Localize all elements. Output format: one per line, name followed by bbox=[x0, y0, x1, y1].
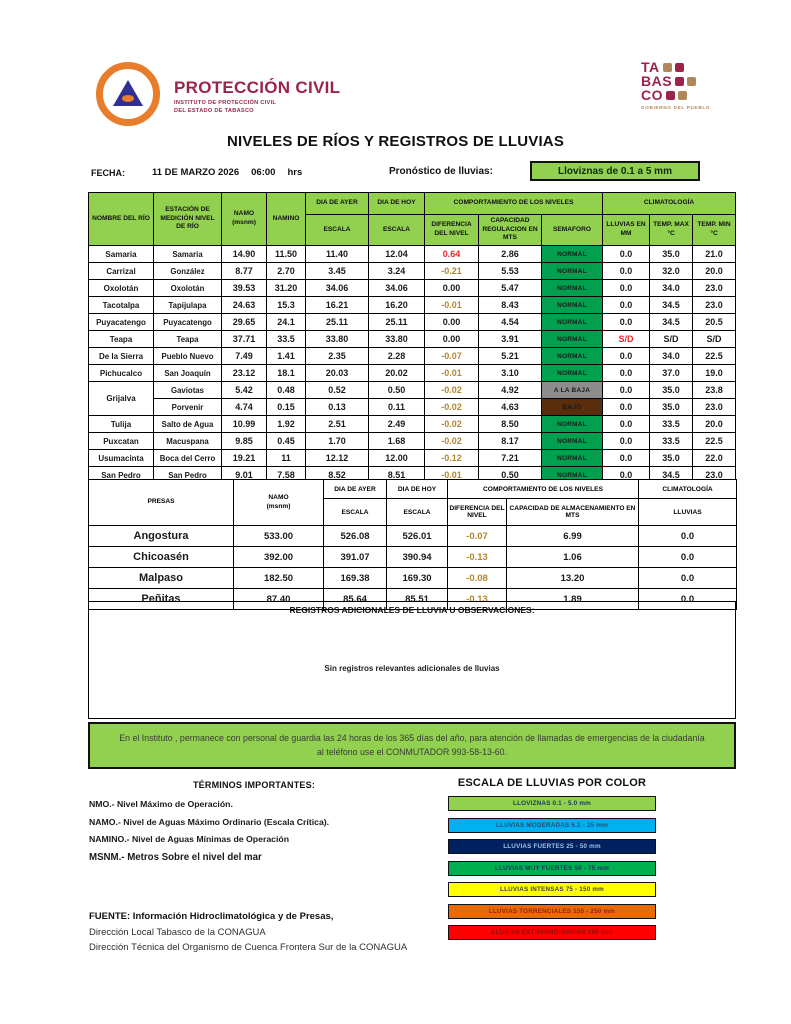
river-name-cell: Pichucalco bbox=[89, 365, 154, 382]
namo-label: NAMO bbox=[268, 494, 289, 502]
river-name-cell: Puyacatengo bbox=[89, 314, 154, 331]
date-label: FECHA: bbox=[91, 168, 125, 178]
yesterday-scale-cell: 16.21 bbox=[306, 297, 369, 314]
level-difference-cell: -0.07 bbox=[425, 348, 479, 365]
col-temp-min: TEMP. MIN °C bbox=[693, 215, 736, 246]
river-row bbox=[89, 382, 736, 399]
yesterday-scale-cell: 1.70 bbox=[306, 433, 369, 450]
forecast-label: Pronóstico de lluvias: bbox=[389, 166, 493, 177]
dams-header-group-row bbox=[89, 480, 737, 499]
river-name-cell: San Pedro bbox=[89, 467, 154, 484]
col-dams-climatology-group: CLIMATOLOGÍA bbox=[639, 480, 737, 499]
temp-min-cell: 20.0 bbox=[693, 263, 736, 280]
tabasco-glyph-icon bbox=[687, 77, 696, 86]
temp-max-cell: 34.0 bbox=[650, 348, 693, 365]
namo-cell: 29.65 bbox=[222, 314, 267, 331]
namo-units: (msnm) bbox=[266, 502, 291, 510]
dam-rain-cell: 0.0 bbox=[639, 547, 737, 568]
river-row bbox=[89, 331, 736, 348]
source-line-2: Dirección Local Tabasco de la CONAGUA bbox=[89, 927, 266, 938]
station-cell: Samaria bbox=[154, 246, 222, 263]
term-definition: NMO.- Nivel Máximo de Operación. bbox=[89, 799, 233, 809]
river-row bbox=[89, 450, 736, 467]
temp-min-cell: 23.8 bbox=[693, 382, 736, 399]
date-text: 11 DE MARZO 2026 bbox=[152, 167, 240, 178]
dam-difference-cell: -0.07 bbox=[448, 526, 507, 547]
org-name: PROTECCIÓN CIVIL bbox=[174, 78, 341, 97]
dam-namo-cell: 182.50 bbox=[234, 568, 324, 589]
rain-mm-cell: 0.0 bbox=[603, 297, 650, 314]
level-difference-cell: -0.02 bbox=[425, 382, 479, 399]
yesterday-scale-cell: 20.03 bbox=[306, 365, 369, 382]
today-scale-cell: 0.50 bbox=[369, 382, 425, 399]
rain-scale-bar: LLUVIAS MUY FUERTES 50 - 75 mm bbox=[448, 861, 656, 876]
temp-max-cell: 34.5 bbox=[650, 314, 693, 331]
river-row bbox=[89, 280, 736, 297]
tabasco-glyph-icon bbox=[678, 91, 687, 100]
station-cell: Puyacatengo bbox=[154, 314, 222, 331]
station-cell: Teapa bbox=[154, 331, 222, 348]
rain-mm-cell: 0.0 bbox=[603, 382, 650, 399]
dam-rain-cell: 0.0 bbox=[639, 568, 737, 589]
dam-rain-cell: 0.0 bbox=[639, 526, 737, 547]
regulation-capacity-cell: 7.21 bbox=[479, 450, 542, 467]
namino-cell: 0.15 bbox=[267, 399, 306, 416]
temp-min-cell: 22.5 bbox=[693, 433, 736, 450]
yesterday-scale-cell: 34.06 bbox=[306, 280, 369, 297]
regulation-capacity-cell: 2.86 bbox=[479, 246, 542, 263]
rain-mm-cell: 0.0 bbox=[603, 314, 650, 331]
rain-scale-bar: LLUVIAS INTENSAS 75 - 150 mm bbox=[448, 882, 656, 897]
temp-max-cell: 33.5 bbox=[650, 433, 693, 450]
col-dams: PRESAS bbox=[89, 480, 234, 526]
temp-max-cell: 33.5 bbox=[650, 416, 693, 433]
semaphore-status-cell: NORMAL bbox=[542, 416, 603, 433]
river-name-cell: Tacotalpa bbox=[89, 297, 154, 314]
river-row bbox=[89, 416, 736, 433]
namo-cell: 24.63 bbox=[222, 297, 267, 314]
col-dams-behavior-group: COMPORTAMIENTO DE LOS NIVELES bbox=[448, 480, 639, 499]
col-semaphore: SEMAFORO bbox=[542, 215, 603, 246]
river-name-cell: De la Sierra bbox=[89, 348, 154, 365]
semaphore-status-cell: NORMAL bbox=[542, 331, 603, 348]
yesterday-scale-cell: 8.52 bbox=[306, 467, 369, 484]
today-scale-cell: 8.51 bbox=[369, 467, 425, 484]
additional-records-body: Sin registros relevantes adicionales de lluvias bbox=[324, 664, 500, 673]
namino-cell: 18.1 bbox=[267, 365, 306, 382]
namino-cell: 1.41 bbox=[267, 348, 306, 365]
today-scale-cell: 0.11 bbox=[369, 399, 425, 416]
river-name-cell: Puxcatan bbox=[89, 433, 154, 450]
level-difference-cell: -0.01 bbox=[425, 297, 479, 314]
yesterday-scale-cell: 2.51 bbox=[306, 416, 369, 433]
temp-min-cell: 23.0 bbox=[693, 297, 736, 314]
level-difference-cell: -0.01 bbox=[425, 365, 479, 382]
rain-mm-cell: 0.0 bbox=[603, 416, 650, 433]
rivers-table bbox=[88, 192, 736, 484]
today-scale-cell: 12.00 bbox=[369, 450, 425, 467]
semaphore-status-cell: NORMAL bbox=[542, 433, 603, 450]
today-scale-cell: 1.68 bbox=[369, 433, 425, 450]
col-climatology-group: CLIMATOLOGÍA bbox=[603, 193, 736, 215]
proteccion-civil-logo bbox=[96, 62, 160, 126]
river-row bbox=[89, 246, 736, 263]
dam-namo-cell: 87.40 bbox=[234, 589, 324, 610]
namo-cell: 5.42 bbox=[222, 382, 267, 399]
river-row bbox=[89, 314, 736, 331]
today-scale-cell: 2.49 bbox=[369, 416, 425, 433]
dam-row bbox=[89, 547, 737, 568]
semaphore-status-cell: NORMAL bbox=[542, 450, 603, 467]
station-cell: Macuspana bbox=[154, 433, 222, 450]
dam-difference-cell: -0.13 bbox=[448, 589, 507, 610]
temp-min-cell: 21.0 bbox=[693, 246, 736, 263]
temp-min-cell: 19.0 bbox=[693, 365, 736, 382]
dam-today-cell: 85.51 bbox=[387, 589, 448, 610]
station-cell: San Pedro bbox=[154, 467, 222, 484]
regulation-capacity-cell: 4.63 bbox=[479, 399, 542, 416]
col-scale-today: ESCALA bbox=[369, 215, 425, 246]
time-units: hrs bbox=[287, 167, 303, 178]
col-dams-rain: LLUVIAS bbox=[639, 499, 737, 526]
station-cell: Salto de Agua bbox=[154, 416, 222, 433]
temp-min-cell: 23.0 bbox=[693, 467, 736, 484]
col-rain-mm: LLUVIAS EN MM bbox=[603, 215, 650, 246]
dam-difference-cell: -0.13 bbox=[448, 547, 507, 568]
rain-mm-cell: S/D bbox=[603, 331, 650, 348]
col-dams-difference: DIFERENCIA DEL NIVEL bbox=[448, 499, 507, 526]
rain-scale-bar: LLUVIAS EXTRAORDINARIAS 250 mm bbox=[448, 925, 656, 940]
col-scale-yesterday: ESCALA bbox=[306, 215, 369, 246]
namino-cell: 24.1 bbox=[267, 314, 306, 331]
date-value bbox=[152, 167, 302, 178]
dam-difference-cell: -0.08 bbox=[448, 568, 507, 589]
temp-max-cell: 35.0 bbox=[650, 246, 693, 263]
regulation-capacity-cell: 3.10 bbox=[479, 365, 542, 382]
temp-max-cell: 35.0 bbox=[650, 399, 693, 416]
col-dams-yesterday: DIA DE AYER bbox=[324, 480, 387, 499]
level-difference-cell: -0.02 bbox=[425, 399, 479, 416]
today-scale-cell: 12.04 bbox=[369, 246, 425, 263]
tabasco-wordmark-line bbox=[641, 74, 753, 88]
semaphore-status-cell: NORMAL bbox=[542, 467, 603, 484]
time-text: 06:00 bbox=[251, 167, 276, 178]
dams-table bbox=[88, 479, 737, 610]
yesterday-scale-cell: 25.11 bbox=[306, 314, 369, 331]
dam-yesterday-cell: 169.38 bbox=[324, 568, 387, 589]
tabasco-logo bbox=[641, 60, 753, 110]
yesterday-scale-cell: 11.40 bbox=[306, 246, 369, 263]
namino-cell: 7.58 bbox=[267, 467, 306, 484]
namino-cell: 0.45 bbox=[267, 433, 306, 450]
dam-yesterday-cell: 526.08 bbox=[324, 526, 387, 547]
namo-cell: 10.99 bbox=[222, 416, 267, 433]
yesterday-scale-cell: 0.13 bbox=[306, 399, 369, 416]
level-difference-cell: -0.12 bbox=[425, 450, 479, 467]
semaphore-status-cell: NORMAL bbox=[542, 297, 603, 314]
dam-name-cell: Malpaso bbox=[89, 568, 234, 589]
semaphore-status-cell: NORMAL bbox=[542, 280, 603, 297]
temp-max-cell: S/D bbox=[650, 331, 693, 348]
tabasco-wordmark-line bbox=[641, 88, 753, 102]
dam-capacity-cell: 1.06 bbox=[507, 547, 639, 568]
dam-today-cell: 390.94 bbox=[387, 547, 448, 568]
namo-cell: 37.71 bbox=[222, 331, 267, 348]
river-row bbox=[89, 365, 736, 382]
temp-min-cell: 22.0 bbox=[693, 450, 736, 467]
temp-max-cell: 37.0 bbox=[650, 365, 693, 382]
dam-name-cell: Peñitas bbox=[89, 589, 234, 610]
tabasco-wordmark bbox=[641, 60, 753, 102]
source-line-1: FUENTE: Información Hidroclimatológica y de Presas, bbox=[89, 911, 334, 922]
col-station: ESTACIÓN DE MEDICIÓN NIVEL DE RÍO bbox=[154, 193, 222, 246]
tabasco-letters: CO bbox=[641, 87, 663, 103]
temp-min-cell: 22.5 bbox=[693, 348, 736, 365]
river-name-cell: Carrizal bbox=[89, 263, 154, 280]
temp-min-cell: 23.0 bbox=[693, 280, 736, 297]
term-definition: NAMO.- Nivel de Aguas Máximo Ordinario (Escala Crítica). bbox=[89, 816, 330, 827]
emergency-contact-banner: En el Instituto , permanece con personal de guardia las 24 horas de los 365 días del año, para atención de llamadas de emergencias de la ciudadanía al teléfono use el CONMUTADOR 993-58-13-60. bbox=[88, 722, 736, 769]
regulation-capacity-cell: 8.43 bbox=[479, 297, 542, 314]
temp-max-cell: 32.0 bbox=[650, 263, 693, 280]
rain-scale-bar: LLUVIAS MODERADAS 5.1 - 25 mm bbox=[448, 818, 656, 833]
tabasco-wordmark-line bbox=[641, 60, 753, 74]
dam-namo-cell: 533.00 bbox=[234, 526, 324, 547]
level-difference-cell: 0.64 bbox=[425, 246, 479, 263]
namino-cell: 0.48 bbox=[267, 382, 306, 399]
regulation-capacity-cell: 5.21 bbox=[479, 348, 542, 365]
namo-cell: 39.53 bbox=[222, 280, 267, 297]
dam-capacity-cell: 6.99 bbox=[507, 526, 639, 547]
additional-records-title: REGISTROS ADICIONALES DE LLUVIA U OBSERVACIONES: bbox=[289, 605, 535, 615]
terms-list bbox=[89, 799, 419, 863]
col-river-name: NOMBRE DEL RÍO bbox=[89, 193, 154, 246]
rain-mm-cell: 0.0 bbox=[603, 399, 650, 416]
dam-namo-cell: 392.00 bbox=[234, 547, 324, 568]
tabasco-letters: BAS bbox=[641, 73, 673, 89]
river-row bbox=[89, 399, 736, 416]
rain-mm-cell: 0.0 bbox=[603, 263, 650, 280]
station-cell: Gaviotas bbox=[154, 382, 222, 399]
river-name-cell: Teapa bbox=[89, 331, 154, 348]
col-capacity: CAPACIDAD REGULACION EN MTS bbox=[479, 215, 542, 246]
rain-mm-cell: 0.0 bbox=[603, 450, 650, 467]
today-scale-cell: 2.28 bbox=[369, 348, 425, 365]
yesterday-scale-cell: 12.12 bbox=[306, 450, 369, 467]
river-name-cell: Grijalva bbox=[89, 382, 154, 416]
temp-min-cell: S/D bbox=[693, 331, 736, 348]
namo-cell: 19.21 bbox=[222, 450, 267, 467]
rain-mm-cell: 0.0 bbox=[603, 467, 650, 484]
station-cell: San Joaquín bbox=[154, 365, 222, 382]
col-behavior-group: COMPORTAMIENTO DE LOS NIVELES bbox=[425, 193, 603, 215]
dam-today-cell: 169.30 bbox=[387, 568, 448, 589]
semaphore-status-cell: BAJO bbox=[542, 399, 603, 416]
yesterday-scale-cell: 2.35 bbox=[306, 348, 369, 365]
regulation-capacity-cell: 8.17 bbox=[479, 433, 542, 450]
dam-row bbox=[89, 568, 737, 589]
col-temp-max: TEMP. MAX °C bbox=[650, 215, 693, 246]
namo-cell: 4.74 bbox=[222, 399, 267, 416]
dam-name-cell: Angostura bbox=[89, 526, 234, 547]
today-scale-cell: 3.24 bbox=[369, 263, 425, 280]
term-definition: MSNM.- Metros Sobre el nivel del mar bbox=[89, 851, 262, 863]
rain-mm-cell: 0.0 bbox=[603, 246, 650, 263]
regulation-capacity-cell: 4.54 bbox=[479, 314, 542, 331]
station-cell: Oxolotán bbox=[154, 280, 222, 297]
additional-records-box bbox=[88, 601, 736, 719]
station-cell: Pueblo Nuevo bbox=[154, 348, 222, 365]
source-line-3: Dirección Técnica del Organismo de Cuenca Frontera Sur de la CONAGUA bbox=[89, 942, 408, 953]
rain-mm-cell: 0.0 bbox=[603, 348, 650, 365]
logo-emblem-icon bbox=[122, 95, 134, 102]
tabasco-glyph-icon bbox=[675, 77, 684, 86]
col-difference: DIFERENCIA DEL NIVEL bbox=[425, 215, 479, 246]
col-dams-today: DIA DE HOY bbox=[387, 480, 448, 499]
dam-yesterday-cell: 85.64 bbox=[324, 589, 387, 610]
yesterday-scale-cell: 0.52 bbox=[306, 382, 369, 399]
forecast-value-badge: Lloviznas de 0.1 a 5 mm bbox=[530, 161, 700, 181]
level-difference-cell: 0.00 bbox=[425, 280, 479, 297]
level-difference-cell: -0.21 bbox=[425, 263, 479, 280]
semaphore-status-cell: NORMAL bbox=[542, 314, 603, 331]
namo-cell: 8.77 bbox=[222, 263, 267, 280]
rain-mm-cell: 0.0 bbox=[603, 280, 650, 297]
regulation-capacity-cell: 0.50 bbox=[479, 467, 542, 484]
semaphore-status-cell: A LA BAJA bbox=[542, 382, 603, 399]
semaphore-status-cell: NORMAL bbox=[542, 263, 603, 280]
today-scale-cell: 20.02 bbox=[369, 365, 425, 382]
namino-cell: 31.20 bbox=[267, 280, 306, 297]
river-row bbox=[89, 297, 736, 314]
page-title: NIVELES DE RÍOS Y REGISTROS DE LLUVIAS bbox=[226, 133, 565, 150]
river-row bbox=[89, 263, 736, 280]
namino-cell: 11.50 bbox=[267, 246, 306, 263]
regulation-capacity-cell: 5.53 bbox=[479, 263, 542, 280]
level-difference-cell: 0.00 bbox=[425, 331, 479, 348]
civil-protection-triangle-icon bbox=[113, 80, 143, 106]
namino-cell: 2.70 bbox=[267, 263, 306, 280]
tabasco-glyph-icon bbox=[675, 63, 684, 72]
namino-cell: 33.5 bbox=[267, 331, 306, 348]
rain-scale-bar: LLOVIZNAS 0.1 - 5.0 mm bbox=[448, 796, 656, 811]
river-name-cell: Tulija bbox=[89, 416, 154, 433]
river-name-cell: Oxolotán bbox=[89, 280, 154, 297]
col-dams-namo bbox=[234, 480, 324, 526]
temp-max-cell: 34.5 bbox=[650, 297, 693, 314]
temp-max-cell: 35.0 bbox=[650, 382, 693, 399]
temp-min-cell: 23.0 bbox=[693, 399, 736, 416]
dam-rain-cell: 0.0 bbox=[639, 589, 737, 610]
col-namo: NAMO (msnm) bbox=[222, 193, 267, 246]
org-subtitle-1: INSTITUTO DE PROTECCIÓN CIVIL bbox=[174, 100, 277, 106]
col-yesterday: DIA DE AYER bbox=[306, 193, 369, 215]
station-cell: Porvenir bbox=[154, 399, 222, 416]
col-dams-capacity: CAPACIDAD DE ALMACENAMIENTO EN MTS bbox=[507, 499, 639, 526]
namo-cell: 14.90 bbox=[222, 246, 267, 263]
temp-min-cell: 20.5 bbox=[693, 314, 736, 331]
river-name-cell: Samaria bbox=[89, 246, 154, 263]
regulation-capacity-cell: 3.91 bbox=[479, 331, 542, 348]
semaphore-status-cell: NORMAL bbox=[542, 246, 603, 263]
namino-cell: 1.92 bbox=[267, 416, 306, 433]
important-terms-block bbox=[89, 780, 419, 870]
temp-max-cell: 35.0 bbox=[650, 450, 693, 467]
rain-color-scale bbox=[448, 777, 656, 947]
dam-yesterday-cell: 391.07 bbox=[324, 547, 387, 568]
rain-scale-bars bbox=[448, 796, 656, 940]
river-name-cell: Usumacinta bbox=[89, 450, 154, 467]
level-difference-cell: -0.01 bbox=[425, 467, 479, 484]
rivers-header-group-row bbox=[89, 193, 736, 215]
namo-cell: 7.49 bbox=[222, 348, 267, 365]
station-cell: Boca del Cerro bbox=[154, 450, 222, 467]
regulation-capacity-cell: 4.92 bbox=[479, 382, 542, 399]
org-subtitle-2: DEL ESTADO DE TABASCO bbox=[174, 108, 254, 114]
namo-cell: 9.01 bbox=[222, 467, 267, 484]
org-title-block bbox=[174, 78, 340, 114]
station-cell: Tapijulapa bbox=[154, 297, 222, 314]
temp-max-cell: 34.5 bbox=[650, 467, 693, 484]
yesterday-scale-cell: 33.80 bbox=[306, 331, 369, 348]
semaphore-status-cell: NORMAL bbox=[542, 348, 603, 365]
tabasco-subtitle: GOBIERNO DEL PUEBLO bbox=[641, 105, 711, 110]
rain-scale-title: ESCALA DE LLUVIAS POR COLOR bbox=[457, 777, 647, 789]
dam-today-cell: 526.01 bbox=[387, 526, 448, 547]
dam-capacity-cell: 13.20 bbox=[507, 568, 639, 589]
col-dams-scale-today: ESCALA bbox=[387, 499, 448, 526]
namo-cell: 9.85 bbox=[222, 433, 267, 450]
namino-cell: 15.3 bbox=[267, 297, 306, 314]
col-dams-scale-yesterday: ESCALA bbox=[324, 499, 387, 526]
yesterday-scale-cell: 3.45 bbox=[306, 263, 369, 280]
tabasco-glyph-icon bbox=[663, 63, 672, 72]
dam-row bbox=[89, 526, 737, 547]
today-scale-cell: 34.06 bbox=[369, 280, 425, 297]
tabasco-glyph-icon bbox=[666, 91, 675, 100]
col-namino: NAMINO bbox=[267, 193, 306, 246]
dam-name-cell: Chicoasén bbox=[89, 547, 234, 568]
terms-title: TÉRMINOS IMPORTANTES: bbox=[192, 780, 316, 790]
col-today: DIA DE HOY bbox=[369, 193, 425, 215]
today-scale-cell: 25.11 bbox=[369, 314, 425, 331]
regulation-capacity-cell: 5.47 bbox=[479, 280, 542, 297]
namino-cell: 11 bbox=[267, 450, 306, 467]
source-block bbox=[89, 911, 407, 957]
today-scale-cell: 33.80 bbox=[369, 331, 425, 348]
temp-max-cell: 34.0 bbox=[650, 280, 693, 297]
level-difference-cell: 0.00 bbox=[425, 314, 479, 331]
term-definition: NAMINO.- Nivel de Aguas Mínimas de Operación bbox=[89, 834, 290, 844]
rain-mm-cell: 0.0 bbox=[603, 433, 650, 450]
namo-cell: 23.12 bbox=[222, 365, 267, 382]
river-row bbox=[89, 433, 736, 450]
level-difference-cell: -0.02 bbox=[425, 433, 479, 450]
rain-mm-cell: 0.0 bbox=[603, 365, 650, 382]
tabasco-letters: TA bbox=[641, 59, 660, 75]
temp-min-cell: 20.0 bbox=[693, 416, 736, 433]
dam-capacity-cell: 1.89 bbox=[507, 589, 639, 610]
river-row bbox=[89, 348, 736, 365]
regulation-capacity-cell: 8.50 bbox=[479, 416, 542, 433]
today-scale-cell: 16.20 bbox=[369, 297, 425, 314]
level-difference-cell: -0.02 bbox=[425, 416, 479, 433]
rain-scale-bar: LLUVIAS FUERTES 25 - 50 mm bbox=[448, 839, 656, 854]
rain-scale-bar: LLUVIAS TORRENCIALES 150 - 250 mm bbox=[448, 904, 656, 919]
semaphore-status-cell: NORMAL bbox=[542, 365, 603, 382]
station-cell: González bbox=[154, 263, 222, 280]
